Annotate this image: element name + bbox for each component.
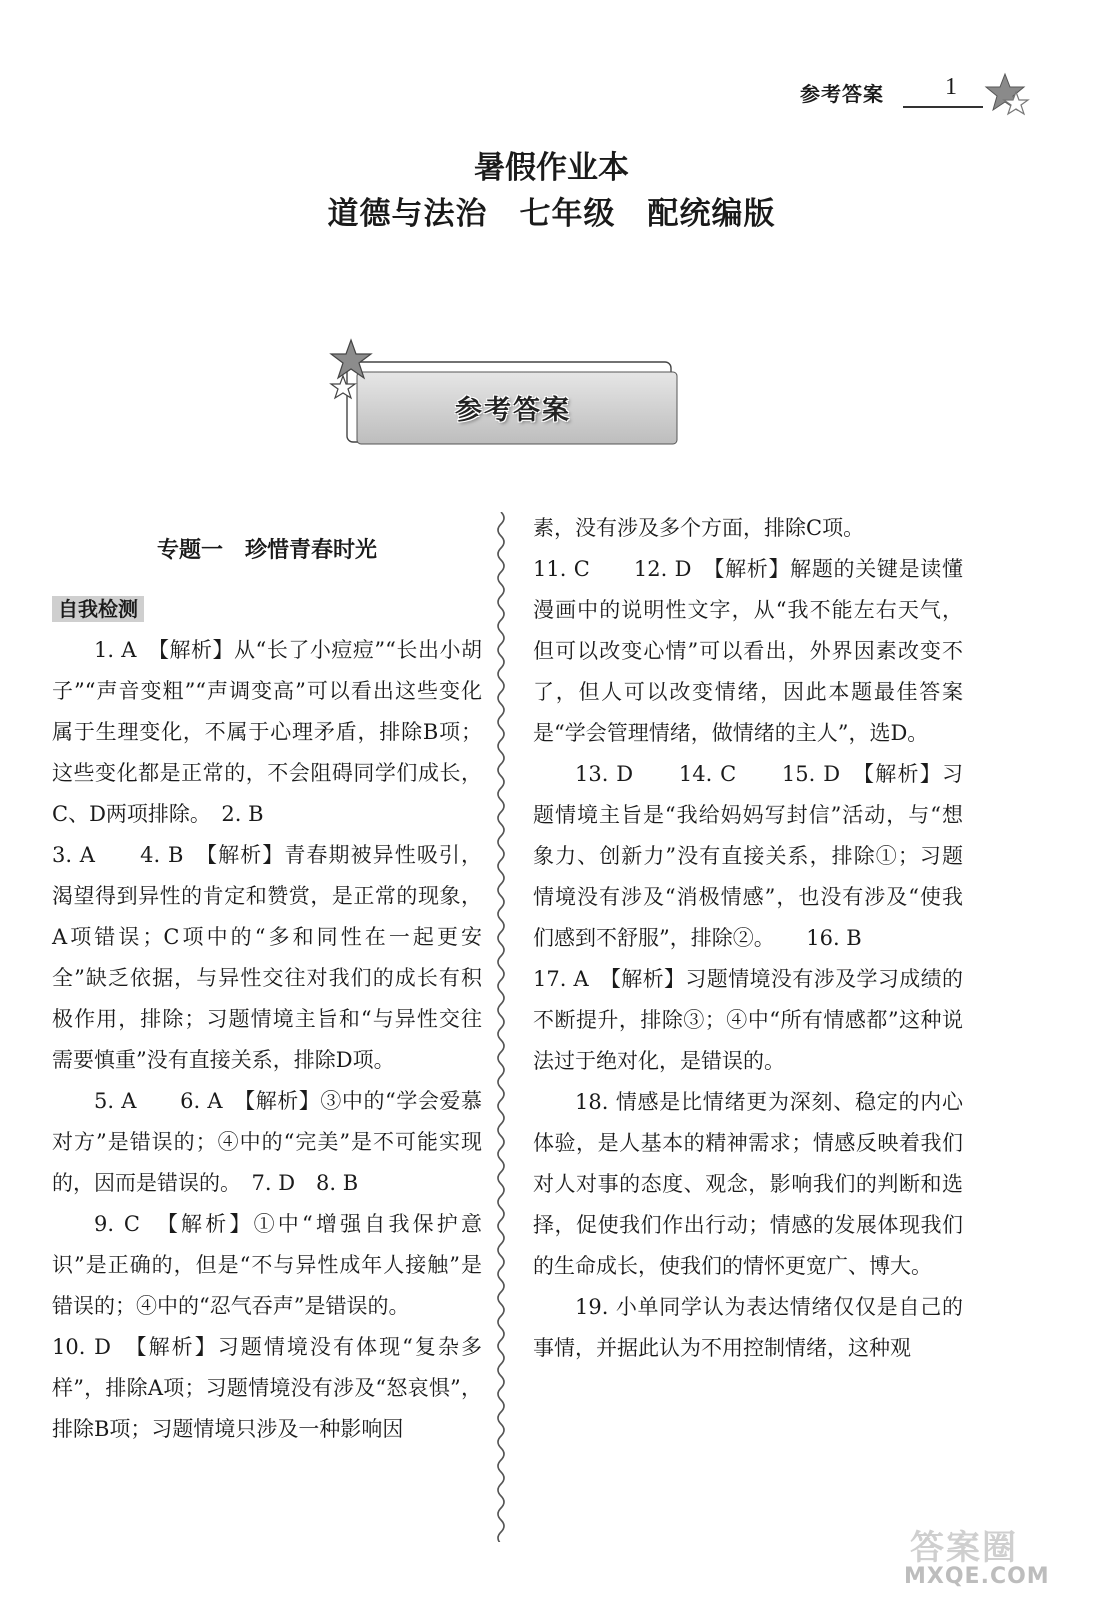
left-column <box>52 508 482 1450</box>
star-icon <box>983 72 1033 120</box>
book-title: 暑假作业本 <box>474 150 629 186</box>
answer-paragraph: 5. A 6. A 【解析】③中的“学会爱慕对方”是错误的；④中的“完美”是不可能实现的，因而是错误的。 7. D 8. B <box>52 1089 482 1195</box>
column-divider <box>490 512 512 1542</box>
answer-banner <box>325 338 695 458</box>
answer-paragraph: 9. C 【解析】①中“增强自我保护意识”是正确的，但是“不与异性成年人接触”是错误的；④中的“忍气吞声”是错误的。 <box>52 1212 482 1318</box>
banner-title: 参考答案 <box>455 395 571 426</box>
answer-paragraph: 19. 小单同学认为表达情绪仅仅是自己的事情，并据此认为不用控制情绪，这种观 <box>533 1295 963 1360</box>
answer-paragraph: 3. A 4. B 【解析】青春期被异性吸引，渴望得到异性的肯定和赞赏，是正常的现象，A项错误；C项中的“多和同性在一起更安全”缺乏依据，与异性交往对我们的成长有积极作用，排除；习题情境主旨和“与异性交往需要慎重”没有直接关系，排除D项。 <box>52 843 482 1072</box>
header-rule <box>903 106 983 108</box>
section-title: 专题一 珍惜青春时光 <box>156 538 377 563</box>
answer-paragraph: 10. D 【解析】习题情境没有体现“复杂多样”，排除A项；习题情境没有涉及“怒哀惧”，排除B项；习题情境只涉及一种影响因 <box>52 1335 482 1441</box>
running-header <box>800 72 1100 142</box>
right-column <box>533 508 963 1369</box>
answer-paragraph: 1. A 【解析】从“长了小痘痘”“长出小胡子”“声音变粗”“声调变高”可以看出这些变化属于生理变化，不属于心理矛盾，排除B项；这些变化都是正常的，不会阻碍同学们成长，C、D两项排除。 2. B <box>52 638 482 826</box>
answer-paragraph: 17. A 【解析】习题情境没有涉及学习成绩的不断提升，排除③；④中“所有情感都”这种说法过于绝对化，是错误的。 <box>533 967 963 1073</box>
book-subtitle: 道德与法治 七年级 配统编版 <box>327 196 776 232</box>
watermark <box>890 1520 1090 1595</box>
header-label: 参考答案 <box>800 82 884 106</box>
answer-paragraph: 11. C 12. D 【解析】解题的关键是读懂漫画中的说明性文字，从“我不能左右天气，但可以改变心情”可以看出，外界因素改变不了，但人可以改变情绪，因此本题最佳答案是“学会管理情绪，做情绪的主人”，选D。 <box>533 557 963 745</box>
section-subheading: 自我检测 <box>52 596 144 622</box>
answer-paragraph: 素，没有涉及多个方面，排除C项。 <box>533 516 865 540</box>
answer-paragraph: 13. D 14. C 15. D 【解析】习题情境主旨是“我给妈妈写封信”活动，与“想象力、创新力”没有直接关系，排除①；习题情境没有涉及“消极情感”，也没有涉及“使我们感到不舒服”，排除②。 16. B <box>533 762 963 950</box>
watermark-url: MXQE.COM <box>904 1564 1050 1589</box>
watermark-logo: 答案圈 <box>910 1528 1018 1568</box>
page-number: 1 <box>945 74 957 100</box>
answer-paragraph: 18. 情感是比情绪更为深刻、稳定的内心体验，是人基本的精神需求；情感反映着我们对人对事的态度、观念，影响我们的判断和选择，促使我们作出行动；情感的发展体现我们的生命成长，使我们的情怀更宽广、博大。 <box>533 1090 963 1278</box>
